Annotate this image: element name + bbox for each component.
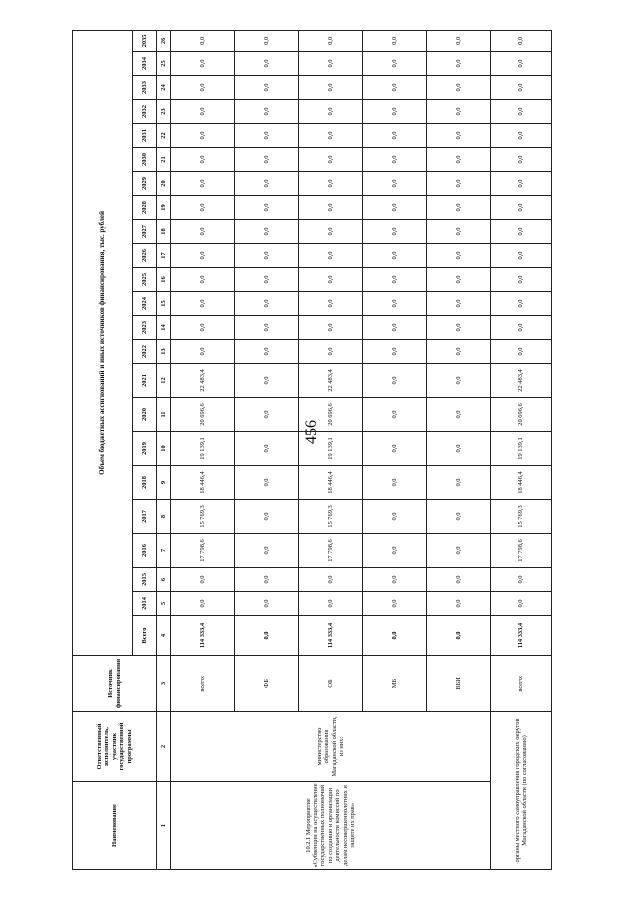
year-value: 0,0 xyxy=(299,52,363,76)
header-year-2032: 2032 xyxy=(133,100,157,124)
header-year-2017: 2017 xyxy=(133,500,157,534)
year-value: 0,0 xyxy=(299,244,363,268)
year-value: 0,0 xyxy=(171,124,235,148)
year-value: 0,0 xyxy=(363,100,427,124)
table-row xyxy=(491,30,552,869)
year-value: 0,0 xyxy=(491,148,552,172)
year-value: 0,0 xyxy=(427,466,491,500)
column-number: 15 xyxy=(157,292,171,316)
year-value: 0,0 xyxy=(427,52,491,76)
year-value: 0,0 xyxy=(491,244,552,268)
header-year-2023: 2023 xyxy=(133,316,157,340)
column-number: 4 xyxy=(157,616,171,656)
year-value: 0,0 xyxy=(427,592,491,616)
funding-source: МБ xyxy=(363,656,427,712)
year-value: 0,0 xyxy=(235,30,299,51)
year-value: 0,0 xyxy=(491,52,552,76)
header-year-2029: 2029 xyxy=(133,172,157,196)
year-value: 0,0 xyxy=(363,340,427,364)
header-executor: Ответственный исполнитель, участник государственной программы xyxy=(73,712,157,782)
column-number: 20 xyxy=(157,172,171,196)
funding-source: ВБИ xyxy=(427,656,491,712)
year-value: 0,0 xyxy=(171,172,235,196)
column-number: 5 xyxy=(157,592,171,616)
year-value: 0,0 xyxy=(171,244,235,268)
year-value: 0,0 xyxy=(171,30,235,51)
header-name: Наименование xyxy=(73,782,157,870)
year-value: 0,0 xyxy=(235,466,299,500)
column-number: 16 xyxy=(157,268,171,292)
year-value: 0,0 xyxy=(491,76,552,100)
column-number: 19 xyxy=(157,196,171,220)
year-value: 0,0 xyxy=(299,568,363,592)
year-value: 0,0 xyxy=(171,316,235,340)
year-value: 0,0 xyxy=(171,292,235,316)
column-number: 3 xyxy=(157,656,171,712)
year-value: 0,0 xyxy=(299,30,363,51)
year-value: 0,0 xyxy=(171,220,235,244)
column-number: 12 xyxy=(157,364,171,398)
header-year-2030: 2030 xyxy=(133,148,157,172)
year-value: 0,0 xyxy=(235,100,299,124)
executor-sub: органы местного самоуправления городских округов Магаданской области (по согласованию) xyxy=(491,712,552,870)
page-number: 456 xyxy=(303,420,320,444)
header-year-2025: 2025 xyxy=(133,268,157,292)
year-value: 0,0 xyxy=(235,500,299,534)
year-value: 0,0 xyxy=(299,592,363,616)
year-value: 0,0 xyxy=(363,172,427,196)
year-value: 0,0 xyxy=(363,592,427,616)
funding-source: всего: xyxy=(491,656,552,712)
year-value: 0,0 xyxy=(299,220,363,244)
year-value: 0,0 xyxy=(427,316,491,340)
header-year-2016: 2016 xyxy=(133,534,157,568)
funding-source: ОБ xyxy=(299,656,363,712)
year-value: 0,0 xyxy=(171,52,235,76)
year-value: 0,0 xyxy=(363,292,427,316)
column-number: 8 xyxy=(157,500,171,534)
year-value: 0,0 xyxy=(491,100,552,124)
year-value: 0,0 xyxy=(235,534,299,568)
year-value: 0,0 xyxy=(363,268,427,292)
year-value: 0,0 xyxy=(427,220,491,244)
year-value: 0,0 xyxy=(363,398,427,432)
row-total: 114 333,4 xyxy=(171,616,235,656)
year-value: 0,0 xyxy=(171,196,235,220)
row-total: 0,0 xyxy=(235,616,299,656)
year-value: 0,0 xyxy=(427,172,491,196)
header-year-2027: 2027 xyxy=(133,220,157,244)
year-value: 19 139,1 xyxy=(171,432,235,466)
year-value: 0,0 xyxy=(235,172,299,196)
column-number: 18 xyxy=(157,220,171,244)
header-year-2015: 2015 xyxy=(133,568,157,592)
year-value: 0,0 xyxy=(363,316,427,340)
header-year-2014: 2014 xyxy=(133,592,157,616)
header-year-2028: 2028 xyxy=(133,196,157,220)
year-value: 0,0 xyxy=(299,292,363,316)
year-value: 0,0 xyxy=(427,268,491,292)
header-year-2022: 2022 xyxy=(133,340,157,364)
year-value: 0,0 xyxy=(299,76,363,100)
year-value: 0,0 xyxy=(299,124,363,148)
year-value: 17 798,6 xyxy=(171,534,235,568)
year-value: 22 483,4 xyxy=(299,364,363,398)
header-year-2031: 2031 xyxy=(133,124,157,148)
year-value: 0,0 xyxy=(427,292,491,316)
table-row xyxy=(171,30,235,869)
year-value: 0,0 xyxy=(363,500,427,534)
year-value: 0,0 xyxy=(363,568,427,592)
year-value: 15 769,3 xyxy=(299,500,363,534)
column-number: 2 xyxy=(157,712,171,782)
header-year-2034: 2034 xyxy=(133,52,157,76)
year-value: 0,0 xyxy=(235,244,299,268)
year-value: 0,0 xyxy=(427,244,491,268)
year-value: 19 139,1 xyxy=(491,432,552,466)
year-value: 15 769,3 xyxy=(171,500,235,534)
year-value: 0,0 xyxy=(363,52,427,76)
year-value: 0,0 xyxy=(171,148,235,172)
year-value: 0,0 xyxy=(235,76,299,100)
year-value: 0,0 xyxy=(235,364,299,398)
year-value: 0,0 xyxy=(427,124,491,148)
year-value: 0,0 xyxy=(235,592,299,616)
year-value: 18 446,4 xyxy=(299,466,363,500)
year-value: 0,0 xyxy=(491,172,552,196)
header-source: Источник финансирования xyxy=(73,656,157,712)
column-number: 9 xyxy=(157,466,171,500)
column-number: 11 xyxy=(157,398,171,432)
year-value: 0,0 xyxy=(491,220,552,244)
year-value: 19 139,1 xyxy=(299,432,363,466)
year-value: 0,0 xyxy=(235,432,299,466)
year-value: 20 696,6 xyxy=(171,398,235,432)
year-value: 15 769,3 xyxy=(491,500,552,534)
year-value: 0,0 xyxy=(491,568,552,592)
year-value: 0,0 xyxy=(299,100,363,124)
year-value: 0,0 xyxy=(363,30,427,51)
header-year-2021: 2021 xyxy=(133,364,157,398)
year-value: 0,0 xyxy=(491,340,552,364)
year-value: 0,0 xyxy=(299,148,363,172)
year-value: 0,0 xyxy=(491,268,552,292)
activity-name: 10.2.1 Мероприятие «Субвенции на осуществление государственных полномочий по созданию и организации деятельности комиссий по делам несовершеннолетних и защите их прав» xyxy=(171,782,491,870)
header-volume: Объем бюджетных ассигнований и иных источников финансирования, тыс. рублей xyxy=(73,30,133,655)
year-value: 0,0 xyxy=(363,220,427,244)
year-value: 0,0 xyxy=(491,316,552,340)
year-value: 0,0 xyxy=(491,30,552,51)
year-value: 0,0 xyxy=(427,398,491,432)
column-number: 23 xyxy=(157,100,171,124)
year-value: 0,0 xyxy=(427,148,491,172)
column-number: 7 xyxy=(157,534,171,568)
header-year-2024: 2024 xyxy=(133,292,157,316)
table-frame xyxy=(72,34,547,870)
year-value: 0,0 xyxy=(171,76,235,100)
year-value: 0,0 xyxy=(235,292,299,316)
year-value: 0,0 xyxy=(427,568,491,592)
year-value: 0,0 xyxy=(299,340,363,364)
year-value: 0,0 xyxy=(235,220,299,244)
year-value: 0,0 xyxy=(427,534,491,568)
year-value: 0,0 xyxy=(235,268,299,292)
header-year-2020: 2020 xyxy=(133,398,157,432)
year-value: 0,0 xyxy=(299,268,363,292)
year-value: 0,0 xyxy=(427,340,491,364)
header-year-2026: 2026 xyxy=(133,244,157,268)
header-year-2018: 2018 xyxy=(133,466,157,500)
year-value: 0,0 xyxy=(171,568,235,592)
column-number: 21 xyxy=(157,148,171,172)
budget-table xyxy=(72,30,552,870)
year-value: 17 798,6 xyxy=(299,534,363,568)
year-value: 0,0 xyxy=(491,196,552,220)
year-value: 0,0 xyxy=(171,592,235,616)
year-value: 0,0 xyxy=(363,148,427,172)
column-number: 22 xyxy=(157,124,171,148)
year-value: 18 446,4 xyxy=(491,466,552,500)
executor-main: министерство образования Магаданской области, из них: xyxy=(171,712,491,782)
year-value: 0,0 xyxy=(235,124,299,148)
year-value: 0,0 xyxy=(427,196,491,220)
column-number: 26 xyxy=(157,30,171,51)
funding-source: ФБ xyxy=(235,656,299,712)
year-value: 17 798,6 xyxy=(491,534,552,568)
year-value: 0,0 xyxy=(427,100,491,124)
year-value: 20 696,6 xyxy=(299,398,363,432)
column-number: 25 xyxy=(157,52,171,76)
year-value: 0,0 xyxy=(363,244,427,268)
header-year-2035: 2035 xyxy=(133,30,157,51)
row-total: 0,0 xyxy=(363,616,427,656)
year-value: 0,0 xyxy=(235,316,299,340)
year-value: 0,0 xyxy=(491,124,552,148)
year-value: 0,0 xyxy=(363,124,427,148)
year-value: 0,0 xyxy=(299,172,363,196)
year-value: 0,0 xyxy=(235,52,299,76)
year-value: 0,0 xyxy=(363,364,427,398)
row-total: 114 333,4 xyxy=(491,616,552,656)
column-number: 24 xyxy=(157,76,171,100)
year-value: 0,0 xyxy=(235,568,299,592)
year-value: 0,0 xyxy=(427,500,491,534)
column-number: 14 xyxy=(157,316,171,340)
year-value: 0,0 xyxy=(171,268,235,292)
year-value: 0,0 xyxy=(363,466,427,500)
year-value: 0,0 xyxy=(171,100,235,124)
year-value: 0,0 xyxy=(235,398,299,432)
year-value: 0,0 xyxy=(363,534,427,568)
year-value: 0,0 xyxy=(235,196,299,220)
year-value: 0,0 xyxy=(235,340,299,364)
year-value: 22 483,4 xyxy=(171,364,235,398)
header-total: Всего xyxy=(133,616,157,656)
column-number: 13 xyxy=(157,340,171,364)
funding-source: всего: xyxy=(171,656,235,712)
year-value: 0,0 xyxy=(427,76,491,100)
header-year-2019: 2019 xyxy=(133,432,157,466)
year-value: 18 446,4 xyxy=(171,466,235,500)
year-value: 0,0 xyxy=(491,592,552,616)
year-value: 0,0 xyxy=(299,316,363,340)
year-value: 0,0 xyxy=(363,76,427,100)
header-year-2033: 2033 xyxy=(133,76,157,100)
column-number: 6 xyxy=(157,568,171,592)
year-value: 0,0 xyxy=(299,196,363,220)
year-value: 22 483,4 xyxy=(491,364,552,398)
year-value: 20 696,6 xyxy=(491,398,552,432)
row-total: 114 333,4 xyxy=(299,616,363,656)
year-value: 0,0 xyxy=(427,432,491,466)
column-number: 10 xyxy=(157,432,171,466)
column-number: 17 xyxy=(157,244,171,268)
year-value: 0,0 xyxy=(235,148,299,172)
column-number: 1 xyxy=(157,782,171,870)
year-value: 0,0 xyxy=(363,196,427,220)
year-value: 0,0 xyxy=(427,364,491,398)
row-total: 0,0 xyxy=(427,616,491,656)
year-value: 0,0 xyxy=(363,432,427,466)
year-value: 0,0 xyxy=(427,30,491,51)
year-value: 0,0 xyxy=(491,292,552,316)
year-value: 0,0 xyxy=(171,340,235,364)
